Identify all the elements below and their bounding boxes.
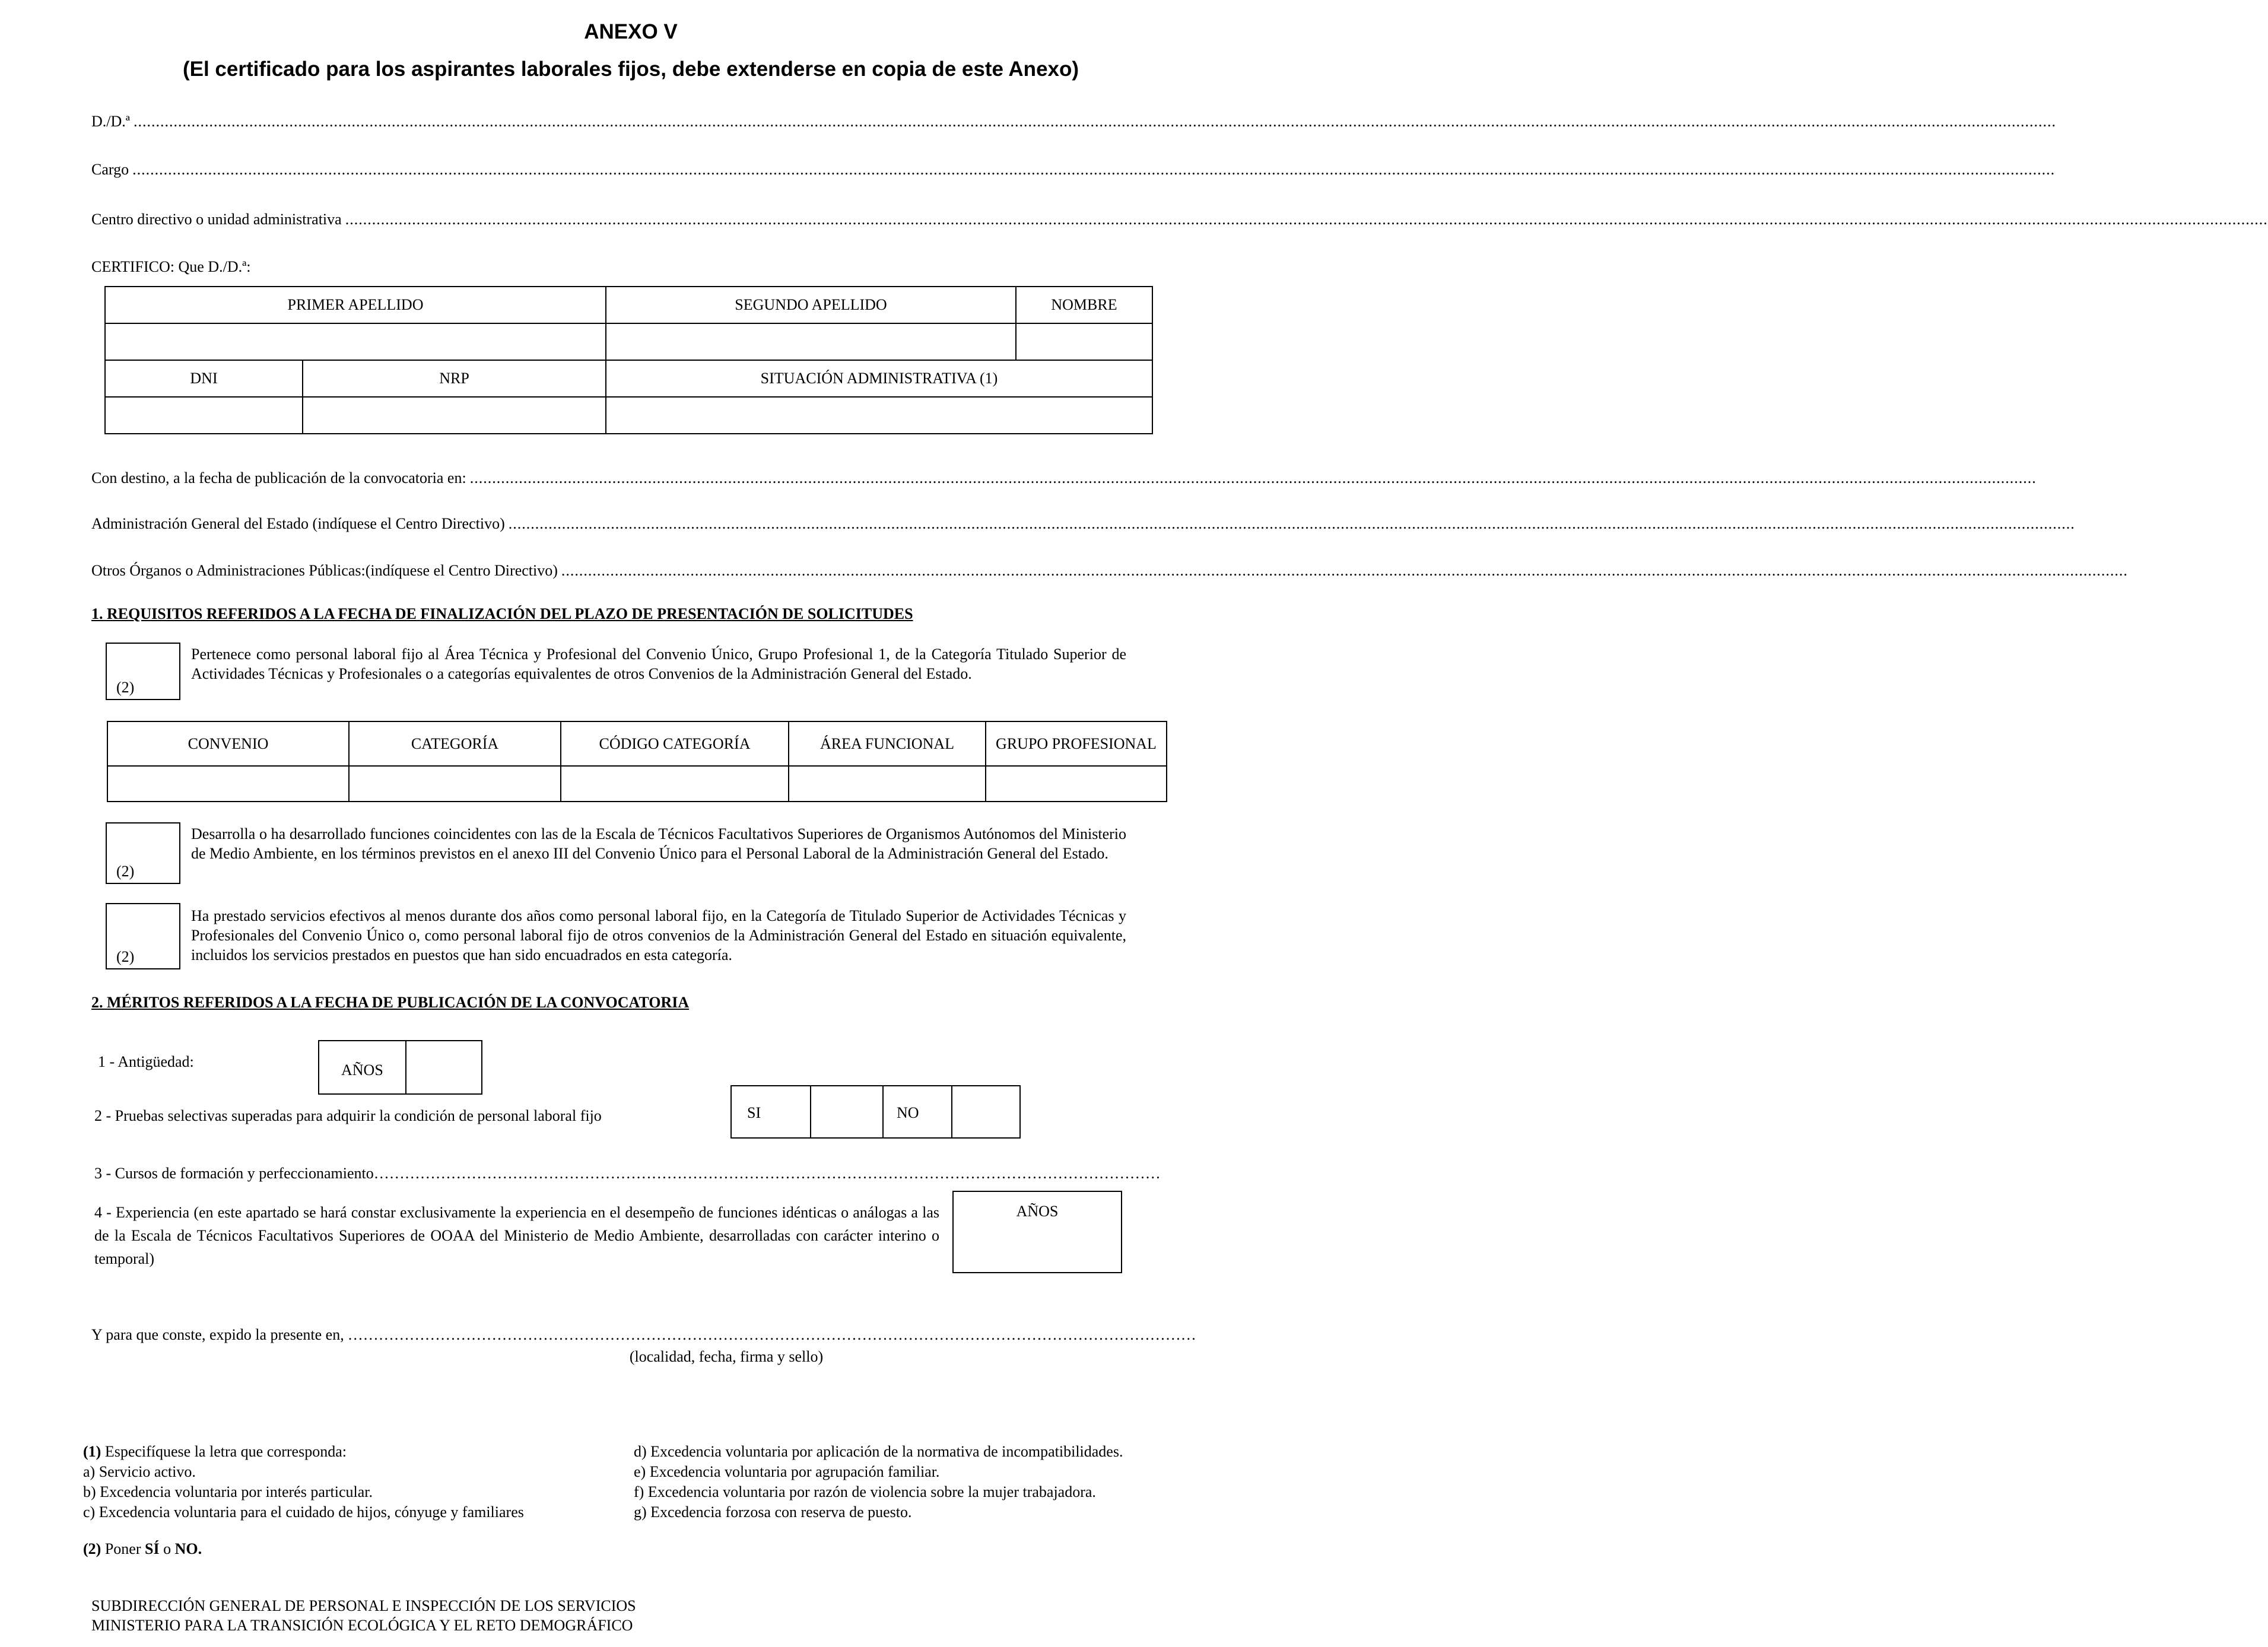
req1-checkbox[interactable] [106, 643, 180, 700]
req1-checkbox-label: (2) [116, 679, 135, 696]
field-cursos-label: 3 - Cursos de formación y perfeccionamiento [94, 1165, 374, 1182]
field-age-dots: ................................................................................................................................................................................................................................................................................................................................................................ [508, 515, 2075, 532]
footer-line-1: SUBDIRECCIÓN GENERAL DE PERSONAL E INSPECCIÓN DE LOS SERVICIOS [91, 1597, 636, 1614]
convenio-cell[interactable] [107, 766, 349, 802]
footnote-2-si: SÍ [145, 1540, 160, 1557]
req3-text: Ha prestado servicios efectivos al menos durante dos años como personal laboral fijo, en la Categoría de Titulado Superior de Actividades Técnicas y Profesionales del Convenio Único o, como personal laboral fijo de otros convenios de la Administración General del Estado en situación equivalente, incluidos los servicios prestados en puestos que han sido encuadrados en esta categoría. [191, 907, 1126, 964]
pruebas-no-label: NO [897, 1104, 919, 1121]
pruebas-si-checkbox[interactable] [810, 1086, 884, 1137]
footnote-1-heading [83, 1442, 347, 1462]
pruebas-si-label: SI [747, 1104, 761, 1121]
pruebas-label: 2 - Pruebas selectivas superadas para adquirir la condición de personal laboral fijo [94, 1107, 602, 1124]
nrp-cell[interactable] [303, 397, 606, 434]
col-header-nombre: NOMBRE [1016, 287, 1152, 323]
footnote-d: d) Excedencia voluntaria por aplicación de la normativa de incompatibilidades. [634, 1443, 1123, 1460]
field-otros[interactable] [91, 562, 2128, 580]
field-destino[interactable] [91, 469, 2037, 487]
field-centro[interactable] [91, 211, 2268, 228]
field-dd-label: D./D.ª [91, 113, 130, 130]
col-header-dni: DNI [105, 360, 303, 397]
page-title: ANEXO V [584, 20, 678, 43]
field-age-label: Administración General del Estado (indíquese el Centro Directivo) [91, 515, 505, 532]
footnote-2-o: o [163, 1540, 171, 1557]
categoria-cell[interactable] [349, 766, 561, 802]
field-otros-dots: ................................................................................................................................................................................................................................................................................................................................................................ [561, 562, 2128, 579]
col-header-primer-apellido: PRIMER APELLIDO [105, 287, 606, 323]
col-header-nrp: NRP [303, 360, 606, 397]
convenio-table [107, 721, 1167, 802]
segundo-apellido-cell[interactable] [606, 323, 1016, 360]
footer-line-2: MINISTERIO PARA LA TRANSICIÓN ECOLÓGICA Y EL RETO DEMOGRÁFICO [91, 1617, 633, 1634]
field-expido-label: Y para que conste, expido la presente en, [91, 1326, 344, 1343]
footnote-f: f) Excedencia voluntaria por razón de violencia sobre la mujer trabajadora. [634, 1483, 1096, 1500]
field-cargo-label: Cargo [91, 161, 129, 178]
field-cursos[interactable] [94, 1165, 1161, 1182]
footnote-b: b) Excedencia voluntaria por interés particular. [83, 1483, 373, 1500]
situacion-cell[interactable] [606, 397, 1152, 434]
section1-heading: 1. REQUISITOS REFERIDOS A LA FECHA DE FINALIZACIÓN DEL PLAZO DE PRESENTACIÓN DE SOLICITUDES [91, 605, 913, 622]
col-header-situacion: SITUACIÓN ADMINISTRATIVA (1) [606, 360, 1152, 397]
field-destino-dots: ................................................................................................................................................................................................................................................................................................................................................................ [469, 469, 2037, 487]
pruebas-no-checkbox[interactable] [951, 1086, 1022, 1137]
footnote-1-text: Especifíquese la letra que corresponda: [104, 1443, 347, 1460]
field-dd[interactable] [91, 113, 2056, 131]
col-header-grupo-profesional: GRUPO PROFESIONAL [986, 721, 1167, 766]
field-otros-label: Otros Órganos o Administraciones Públicas:(indíquese el Centro Directivo) [91, 562, 558, 579]
section2-heading: 2. MÉRITOS REFERIDOS A LA FECHA DE PUBLICACIÓN DE LA CONVOCATORIA [91, 994, 690, 1011]
field-cursos-dots: ……………………………………………………………………………………………………………………………………… [373, 1165, 1161, 1182]
page-subtitle: (El certificado para los aspirantes laborales fijos, debe extenderse en copia de este Anexo) [182, 58, 1079, 81]
req2-checkbox-label: (2) [116, 863, 135, 880]
col-header-categoria: CATEGORÍA [349, 721, 561, 766]
field-expido-dots: ………………………………………………………………………………………………………………………………………………… [347, 1326, 1196, 1343]
personal-table [104, 286, 1153, 434]
experiencia-anios-box[interactable] [952, 1191, 1122, 1273]
footnote-e: e) Excedencia voluntaria por agrupación familiar. [634, 1463, 940, 1480]
field-centro-label: Centro directivo o unidad administrativa [91, 211, 342, 228]
req3-checkbox-label: (2) [116, 948, 135, 965]
experiencia-anios-label: AÑOS [1016, 1203, 1059, 1220]
footnote-g: g) Excedencia forzosa con reserva de puesto. [634, 1503, 912, 1521]
footnote-a: a) Servicio activo. [83, 1463, 196, 1480]
pruebas-box [730, 1085, 1021, 1139]
req2-checkbox[interactable] [106, 822, 180, 884]
dni-cell[interactable] [105, 397, 303, 434]
antiguedad-box [318, 1040, 482, 1095]
field-cargo[interactable] [91, 161, 2056, 179]
field-dd-dots: ................................................................................................................................................................................................................................................................................................................................................................................................................................................ [133, 113, 2056, 130]
antiguedad-anios-label: AÑOS [341, 1061, 383, 1079]
field-centro-dots: ................................................................................................................................................................................................................................................................................................................................................................................................................................................ [345, 211, 2268, 228]
antiguedad-label: 1 - Antigüedad: [98, 1053, 194, 1070]
experiencia-text: 4 - Experiencia (en este apartado se hará constar exclusivamente la experiencia en el desempeño de funciones idénticas o análogas a las de la Escala de Técnicos Facultativos Superiores de OOAA del Ministerio de Medio Ambiente, desarrolladas con carácter interino o temporal) [94, 1204, 939, 1267]
req1-text: Pertenece como personal laboral fijo al Área Técnica y Profesional del Convenio Único, Grupo Profesional 1, de la Categoría Titulado Superior de Actividades Técnicas y Profesionales o a categorías equivalentes de otros Convenios de la Administración General del Estado. [191, 646, 1126, 682]
codigo-categoria-cell[interactable] [561, 766, 789, 802]
col-header-segundo-apellido: SEGUNDO APELLIDO [606, 287, 1016, 323]
req2-text: Desarrolla o ha desarrollado funciones coincidentes con las de la Escala de Técnicos Facultativos Superiores de Organismos Autónomos del Ministerio de Medio Ambiente, en los términos previstos en el anexo III del Convenio Único para el Personal Laboral de la Administración General del Estado. [191, 825, 1126, 862]
field-age[interactable] [91, 515, 2075, 533]
footnote-2 [83, 1539, 202, 1559]
footnote-1-number: (1) [83, 1443, 101, 1460]
grupo-profesional-cell[interactable] [986, 766, 1167, 802]
footnote-2-text: Poner [104, 1540, 141, 1557]
certifico-label: CERTIFICO: Que D./D.ª: [91, 258, 251, 275]
nombre-cell[interactable] [1016, 323, 1152, 360]
primer-apellido-cell[interactable] [105, 323, 606, 360]
field-expido[interactable] [91, 1326, 1196, 1344]
antiguedad-anios-input[interactable] [405, 1041, 484, 1093]
req3-checkbox[interactable] [106, 903, 180, 969]
footnote-c: c) Excedencia voluntaria para el cuidado de hijos, cónyuge y familiares [83, 1503, 524, 1521]
closing-subtext: (localidad, fecha, firma y sello) [629, 1348, 824, 1365]
field-destino-label: Con destino, a la fecha de publicación de la convocatoria en: [91, 469, 466, 487]
area-funcional-cell[interactable] [789, 766, 986, 802]
col-header-area-funcional: ÁREA FUNCIONAL [789, 721, 986, 766]
col-header-convenio: CONVENIO [107, 721, 349, 766]
footnote-2-no: NO. [174, 1540, 202, 1557]
footnote-2-number: (2) [83, 1540, 101, 1557]
col-header-codigo-categoria: CÓDIGO CATEGORÍA [561, 721, 789, 766]
field-cargo-dots: ................................................................................................................................................................................................................................................................................................................................................................................................................................................ [132, 161, 2056, 178]
